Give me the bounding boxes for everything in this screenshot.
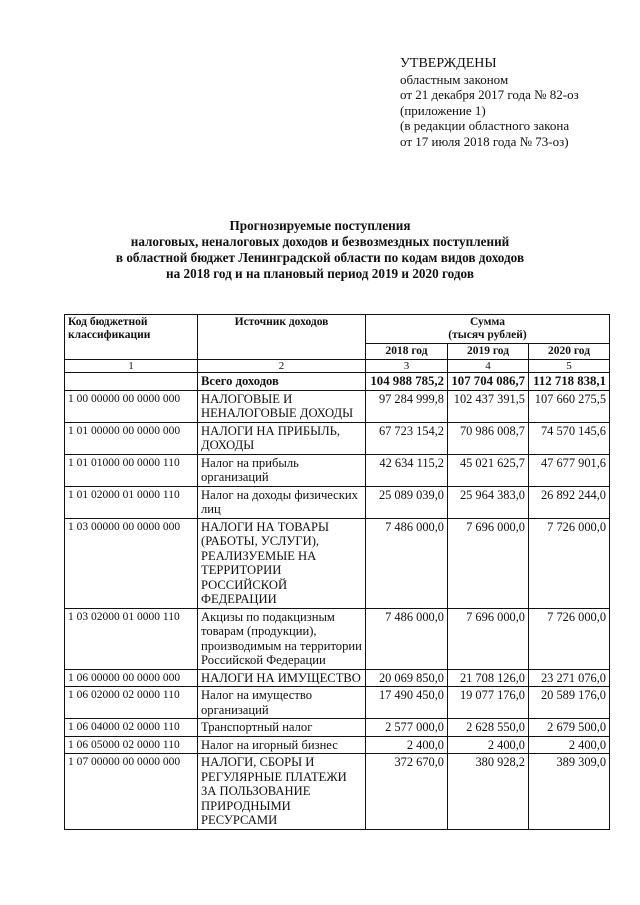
cell-code: 1 00 00000 00 0000 000 — [65, 390, 198, 422]
approval-line: от 17 июля 2018 года № 73-оз) — [400, 133, 569, 149]
approval-line: от 21 декабря 2017 года № 82-оз — [400, 87, 579, 102]
cell-2018: 20 069 850,0 — [366, 669, 448, 687]
cell-2018: 7 486 000,0 — [366, 608, 448, 669]
cell-source: НАЛОГИ НА ИМУЩЕСТВО — [198, 669, 366, 687]
cell-2020: 26 892 244,0 — [529, 486, 610, 518]
approval-heading: УТВЕРЖДЕНЫ — [400, 56, 497, 71]
table-row — [65, 390, 610, 422]
cell-2020: 47 677 901,6 — [529, 454, 610, 486]
cell-2020: 389 309,0 — [529, 754, 610, 830]
table-row-total — [65, 373, 610, 391]
cell-source: Налог на имущество организаций — [198, 687, 366, 719]
table-row — [65, 454, 610, 486]
cell-2020: 23 271 076,0 — [529, 669, 610, 687]
cell-2019: 2 400,0 — [448, 736, 529, 754]
cell-2020: 7 726 000,0 — [529, 518, 610, 608]
cell-2018: 97 284 999,8 — [366, 390, 448, 422]
header-sum-unit: (тысяч рублей) — [448, 329, 527, 341]
header-source: Источник доходов — [198, 315, 366, 360]
cell-2019: 102 437 391,5 — [448, 390, 529, 422]
cell-source: Всего доходов — [198, 373, 366, 391]
cell-2020: 74 570 145,6 — [529, 422, 610, 454]
table-row — [65, 687, 610, 719]
cell-2020: 20 589 176,0 — [529, 687, 610, 719]
cell-2019: 19 077 176,0 — [448, 687, 529, 719]
cell-2018: 104 988 785,2 — [366, 373, 448, 391]
cell-code: 1 06 04000 02 0000 110 — [65, 719, 198, 737]
header-year-2019: 2019 год — [448, 344, 529, 360]
approval-line: (приложение 1) — [400, 102, 486, 118]
cell-2019: 25 964 383,0 — [448, 486, 529, 518]
cell-source: Налог на игорный бизнес — [198, 736, 366, 754]
cell-source: НАЛОГИ НА ПРИБЫЛЬ, ДОХОДЫ — [198, 422, 366, 454]
cell-code: 1 03 02000 01 0000 110 — [65, 608, 198, 669]
cell-code: 1 06 00000 00 0000 000 — [65, 669, 198, 687]
cell-2019: 21 708 126,0 — [448, 669, 529, 687]
cell-source: Налог на доходы физических лиц — [198, 486, 366, 518]
cell-code: 1 01 00000 00 0000 000 — [65, 422, 198, 454]
table-row — [65, 719, 610, 737]
cell-2020: 2 679 500,0 — [529, 719, 610, 737]
cell-2019: 107 704 086,7 — [448, 373, 529, 391]
column-number: 2 — [198, 360, 366, 373]
cell-source: НАЛОГИ, СБОРЫ И РЕГУЛЯРНЫЕ ПЛАТЕЖИ ЗА ПОЛЬЗОВАНИЕ ПРИРОДНЫМИ РЕСУРСАМИ — [198, 754, 366, 830]
cell-2019: 7 696 000,0 — [448, 518, 529, 608]
table-row — [65, 608, 610, 669]
table-row — [65, 754, 610, 830]
cell-2018: 25 089 039,0 — [366, 486, 448, 518]
cell-2019: 7 696 000,0 — [448, 608, 529, 669]
cell-2020: 112 718 838,1 — [529, 373, 610, 391]
header-code: Код бюджетной классификации — [65, 315, 198, 360]
header-sum — [366, 315, 610, 344]
column-number: 5 — [529, 360, 610, 373]
document-title — [60, 218, 580, 282]
header-sum-title: Сумма — [470, 316, 505, 328]
title-line: в областной бюджет Ленинградской области по кодам видов доходов — [115, 250, 525, 265]
header-year-2020: 2020 год — [529, 344, 610, 360]
approval-line: областным законом — [400, 71, 509, 87]
table-row — [65, 669, 610, 687]
cell-code: 1 06 05000 02 0000 110 — [65, 736, 198, 754]
cell-code: 1 01 02000 01 0000 110 — [65, 486, 198, 518]
cell-2018: 372 670,0 — [366, 754, 448, 830]
cell-2020: 2 400,0 — [529, 736, 610, 754]
cell-code: 1 06 02000 02 0000 110 — [65, 687, 198, 719]
cell-2019: 380 928,2 — [448, 754, 529, 830]
approval-block — [400, 56, 579, 149]
column-number-row — [65, 360, 610, 373]
cell-code: 1 01 01000 00 0000 110 — [65, 454, 198, 486]
cell-2018: 2 400,0 — [366, 736, 448, 754]
cell-2019: 45 021 625,7 — [448, 454, 529, 486]
title-line: Прогнозируемые поступления — [229, 218, 411, 233]
column-number: 3 — [366, 360, 448, 373]
cell-code: 1 03 00000 00 0000 000 — [65, 518, 198, 608]
approval-line: (в редакции областного закона — [400, 118, 570, 133]
cell-2020: 107 660 275,5 — [529, 390, 610, 422]
cell-source: Акцизы по подакцизным товарам (продукции), производимым на территории Российской Федерации — [198, 608, 366, 669]
cell-source: Налог на прибыль организаций — [198, 454, 366, 486]
cell-source: Транспортный налог — [198, 719, 366, 737]
header-year-2018: 2018 год — [366, 344, 448, 360]
table-row — [65, 486, 610, 518]
cell-2020: 7 726 000,0 — [529, 608, 610, 669]
cell-2018: 17 490 450,0 — [366, 687, 448, 719]
cell-code — [65, 373, 198, 391]
cell-2018: 2 577 000,0 — [366, 719, 448, 737]
cell-code: 1 07 00000 00 0000 000 — [65, 754, 198, 830]
table-row — [65, 518, 610, 608]
table-row — [65, 422, 610, 454]
column-number: 1 — [65, 360, 198, 373]
cell-2018: 7 486 000,0 — [366, 518, 448, 608]
cell-2019: 2 628 550,0 — [448, 719, 529, 737]
title-line: налоговых, неналоговых доходов и безвозмездных поступлений — [130, 234, 510, 249]
column-number: 4 — [448, 360, 529, 373]
cell-2018: 42 634 115,2 — [366, 454, 448, 486]
cell-source: НАЛОГОВЫЕ И НЕНАЛОГОВЫЕ ДОХОДЫ — [198, 390, 366, 422]
cell-source: НАЛОГИ НА ТОВАРЫ (РАБОТЫ, УСЛУГИ), РЕАЛИЗУЕМЫЕ НА ТЕРРИТОРИИ РОССИЙСКОЙ ФЕДЕРАЦИИ — [198, 518, 366, 608]
cell-2018: 67 723 154,2 — [366, 422, 448, 454]
table-row — [65, 736, 610, 754]
revenue-table — [64, 314, 610, 830]
cell-2019: 70 986 008,7 — [448, 422, 529, 454]
title-line: на 2018 год и на плановый период 2019 и 2020 годов — [166, 266, 474, 281]
